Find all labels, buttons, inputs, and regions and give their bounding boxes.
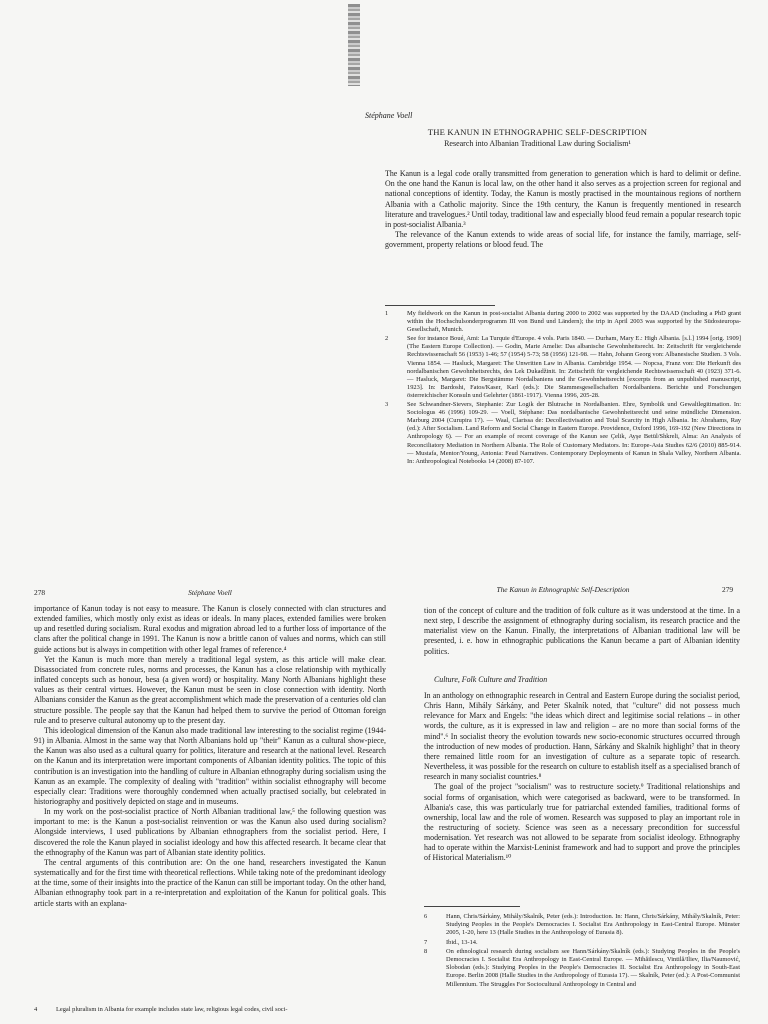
page-number: 279: [722, 585, 734, 594]
paragraph: This ideological dimension of the Kanun also made traditional law interesting to the socialist regime (1944-91) in Albania. Almost in the same way that North Albanians hold up "their" Kanun as a cultural show-piece, the Kanun was also used as a cultural quarry for politics, literature and research at the national level. Research on the Kanun and its interpretation were important components of Albanian identity politics. The topic of this contribution is an investigation into the handling of culture in Albanian ethnography during socialism using the Kanun as an example. The complexity of dealing with "tradition" within socialist ethnography will become especially clear: Traditions were thoroughly condemned when actually practised socially, but celebrated in historiography and positively depicted on stage and in museums.: [34, 725, 386, 806]
left-footnotes: [34, 1006, 386, 1015]
footnote-text: See Schwandner-Sievers, Stephanie: Zur Logik der Blutrache in Nordalbanien. Ehre, Symbolik und Gewaltlegitimation. In: Sociologus 46 (1996) 109-29. — Voell, Stéphane: Das nordalbanische Gewohnheitsrecht und seine mündliche Dimension. Marburg 2004 (Curupira 17). — Waal, Clarissa de: Decollectivisation and Total Scarcity in High Albania. In: Abrahams, Ray (ed.): After Socialism. Land Reform and Social Change in Eastern Europe. Providence, Oxford 1996, 169-192 (New Directions in Anthropology 6). — For an example of recent coverage of the Kanun see Çelik, Ayşe Betül/Shkreli, Alma: An Analysis of Reconciliatory Mediation in Northern Albania. The Role of Customary Mediators. In: Europe-Asia Studies 62/6 (2010) 885-914. — Mustafa, Mentor/Young, Antonia: Feud Narratives. Contemporary Deployments of Kanun in Shala Valley, Northern Albania. In: Anthropological Notebooks 14 (2008) 87-107.: [407, 401, 741, 465]
paragraph: In an anthology on ethnographic research in Central and Eastern Europe during the socialist period, Chris Hann, Mihály Sárkány, and Peter Skalník noted, that "culture" did not possess much relevance for Marx and Engels: "the ideas which direct and legitimise social relations – in other words, the culture, as it is expressed in law and religion – are no more than social forms of the mind".⁶ In socialist theory the evolution towards new socio-economic structures occurred through the introduction of new modes of production. Hann, Sárkány and Skalník highlight⁷ that in theory there remained little room for an investigation of culture as a separate topic of research. Nevertheless, it was possible for the research on culture to establish itself as a specialised branch of research in many socialist countries.⁸: [424, 690, 740, 782]
paragraph: The central arguments of this contribution are: On the one hand, researchers investigated the Kanun systematically and for the first time with theoretical reflections. While taking note of the predominant ideology at the time, some of their insights into the practice of the Kanun can still be important today. On the other hand, Albanian ethnography took part in a re-interpretation and exploitation of the Kanun for political goals. This article starts with an explana-: [34, 857, 386, 908]
left-body-text: [34, 604, 386, 909]
scan-artifact: [348, 4, 360, 86]
footnote: [424, 939, 740, 947]
right-body-text: [424, 606, 740, 864]
top-footnotes: [385, 305, 741, 467]
footnote-rule: [424, 906, 520, 907]
paragraph: The relevance of the Kanun extends to wide areas of social life, for instance the family, marriage, self-government, property relations or blood feud. The: [385, 230, 741, 250]
footnote-number: 4: [34, 1006, 38, 1013]
page-number: 278: [34, 588, 46, 597]
author-name: Stéphane Voell: [365, 111, 413, 120]
paragraph: The Kanun is a legal code orally transmitted from generation to generation which is hard to delimit or define. On the one hand the Kanun is local law, on the other hand it also serves as a projection screen for regional and national conceptions of identity. Today, the Kanun is mostly practised in the mountainous regions of northern Albania with a Catholic majority. Since the 19th century, the Kanun is frequently mentioned in research literature and travelogues.² Until today, traditional law and especially blood feud remain a popular research topic in post-socialist Albania.³: [385, 169, 741, 230]
footnote-number: 3: [385, 401, 389, 409]
footnote-number: 8: [424, 947, 428, 955]
footnote-text: Legal pluralism in Albania for example includes state law, religious legal codes, civil soci-: [56, 1006, 288, 1013]
footnote-number: 6: [424, 913, 428, 920]
footnote: [385, 310, 741, 334]
paragraph: In my work on the post-socialist practice of North Albanian traditional law,⁵ the following question was important to me: is the Kanun a post-socialist reinvention or was the Kanun also used during socialism? Alongside interviews, I used publications by Albanian ethnographers from the socialist period. Here, I discovered the role the Kanun played in socialist ideology and how this affected research. It became clear that the ethnography of the Kanun was part of Albanian state identity politics.: [34, 807, 386, 857]
footnote-text: On ethnological research during socialism see Hann/Sárkány/Skalník (eds.): Studying Peoples in the People's Democracies I. Socialist Era Anthropology in East-Central Europe. — Mihăilescu, Vintilă/Iliev, Ilia/Naumović, Slobodan (eds.): Studying Peoples in the People's Democracies II. Socialist Era Anthropology in South-East Europe. Berlin 2008 (Halle Studies in the Anthropology of Eurasia 17). — Skalník, Peter (ed.): A Post-Communist Millennium. The Struggles For Sociocultural Anthropology in Central and: [446, 947, 740, 988]
right-footnotes: [424, 906, 740, 990]
footnote-text: Hann, Chris/Sárkány, Mihály/Skalník, Peter (eds.): Introduction. In: Hann, Chris/Sárkány, Mihály/Skalník, Peter: Studying Peoples in the People's Democracies I. Socialist Era Anthropology in East-Central Europe. Münster 2005, 1-20, here 13 (Halle Studies in the Anthropology of Eurasia 8).: [446, 913, 740, 937]
footnote-number: 7: [424, 938, 428, 946]
running-head: Stéphane Voell: [188, 588, 232, 597]
footnote: [385, 401, 741, 466]
running-head: The Kanun in Ethnographic Self-Description: [496, 585, 630, 594]
footnote: [34, 1006, 386, 1014]
paragraph: Yet the Kanun is much more than merely a traditional legal system, as this article will make clear. Disassociated from concrete rules, norms and processes, the Kanun has a close relationship with mythically inflated concepts such as honour, besa (a given word) or hospitality. Many North Albanians highlight these values as their central virtues. However, the Kanun must be seen in close connection with identity. North Albanians consider the Kanun as the great accomplishment which made the preservation of a centuries old clan structure possible. The people say that the Kanun had helped them to survive the period of Ottoman foreign rule and to preserve cultural autonomy up to the present day.: [34, 654, 386, 725]
footnote-text: Ibid., 13-14.: [446, 938, 478, 946]
paragraph: importance of Kanun today is not easy to measure. The Kanun is closely connected with clan structures and extended families, which mostly only exist as ideas or ideals. In many places, extended families were broken up and resettled during socialism. Rural exodus and migration abroad led to a further loss of importance of the clans after the political change in 1991. The Kanun is now a brittle canon of values and norms, which can still guide actions but is always in competition with other legal frames of reference.⁴: [34, 604, 386, 654]
footnote-number: 1: [385, 310, 389, 317]
top-body-text: [385, 169, 741, 251]
footnote: [424, 948, 740, 989]
footnote-text: See for instance Boué, Ami: La Turquie d'Europe. 4 vols. Paris 1840. — Durham, Mary E.: High Albania. [s.l.] 1994 [orig. 1909] (The Eastern Europe Collection). — Godin, Marie Amelie: Das albanische Gewohnheitsrecht. In: Zeitschrift für vergleichende Rechtswissenschaft 56 (1953) 1-46; 57 (1954) 5-73; 58 (1956) 121-98. — Hahn, Johann Georg von: Albanesische Studien. 3 Vols. Vienna 1854. — Hasluck, Margaret: The Unwritten Law in Albania. Cambridge 1954. — Nopcsa, Franz von: Die Herkunft des nordalbanischen Gewohnheitsrechts, des Lek Dukadžinit. In: Zeitschrift für vergleichende Rechtswissenschaft 40 (1923) 371-6. — Hasluck, Margaret: Die Bergstämme Nordalbaniens und ihr Gewohnheitsrecht [excerpts from an unpublished manuscript, 1923]. In: Bardoshi, Fatos/Kaser, Karl (eds.): Die Stammesgesellschaften Nordalbaniens. Berichte und Forschungen österreichischer Konsuln und Gelehrter (1861-1917). Vienna 1996, 205-28.: [407, 335, 741, 399]
section-heading: Culture, Folk Culture and Tradition: [434, 674, 548, 684]
footnote: [424, 913, 740, 938]
article-subtitle: Research into Albanian Traditional Law during Socialism¹: [444, 139, 631, 148]
paragraph: The goal of the project "socialism" was to restructure society.⁹ Traditional relationships and social forms of organisation, which were categorised as backward, were to be transformed. In Albania's case, this was particularly true for patriarchal extended families, traditional forms of ownership, local law and the role of women. Research was supposed to play an important role in the restructuring of society. Science was seen as a necessary precondition for successful modernisation. Yet research was not allowed to be separate from socialist ideology. Ethnography had to operate within the Marxist-Leninist framework and had to support and prove the principles of Historical Materialism.¹⁰: [424, 782, 740, 863]
article-title: THE KANUN IN ETHNOGRAPHIC SELF-DESCRIPTION: [427, 127, 648, 137]
footnote-rule: [385, 305, 495, 306]
footnote-number: 2: [385, 335, 389, 343]
footnote-text: My fieldwork on the Kanun in post-socialist Albania during 2000 to 2002 was supported by the DAAD (including a PhD grant within the Hochschulsonderprogramm III von Bund und Ländern); the trip in April 2003 was supported by the Südosteuropa-Gesellschaft, Munich.: [407, 310, 741, 334]
footnote: [385, 335, 741, 400]
paragraph: tion of the concept of culture and the tradition of folk culture as it was understood at the time. In a next step, I describe the assignment of ethnography during socialism, its research practice and the materialist view on the Kanun. Finally, the interpretations of Albanian traditional law will be presented, i. e. how in ethnographic publications the Kanun became a part of Albanian identity politics.: [424, 606, 740, 656]
